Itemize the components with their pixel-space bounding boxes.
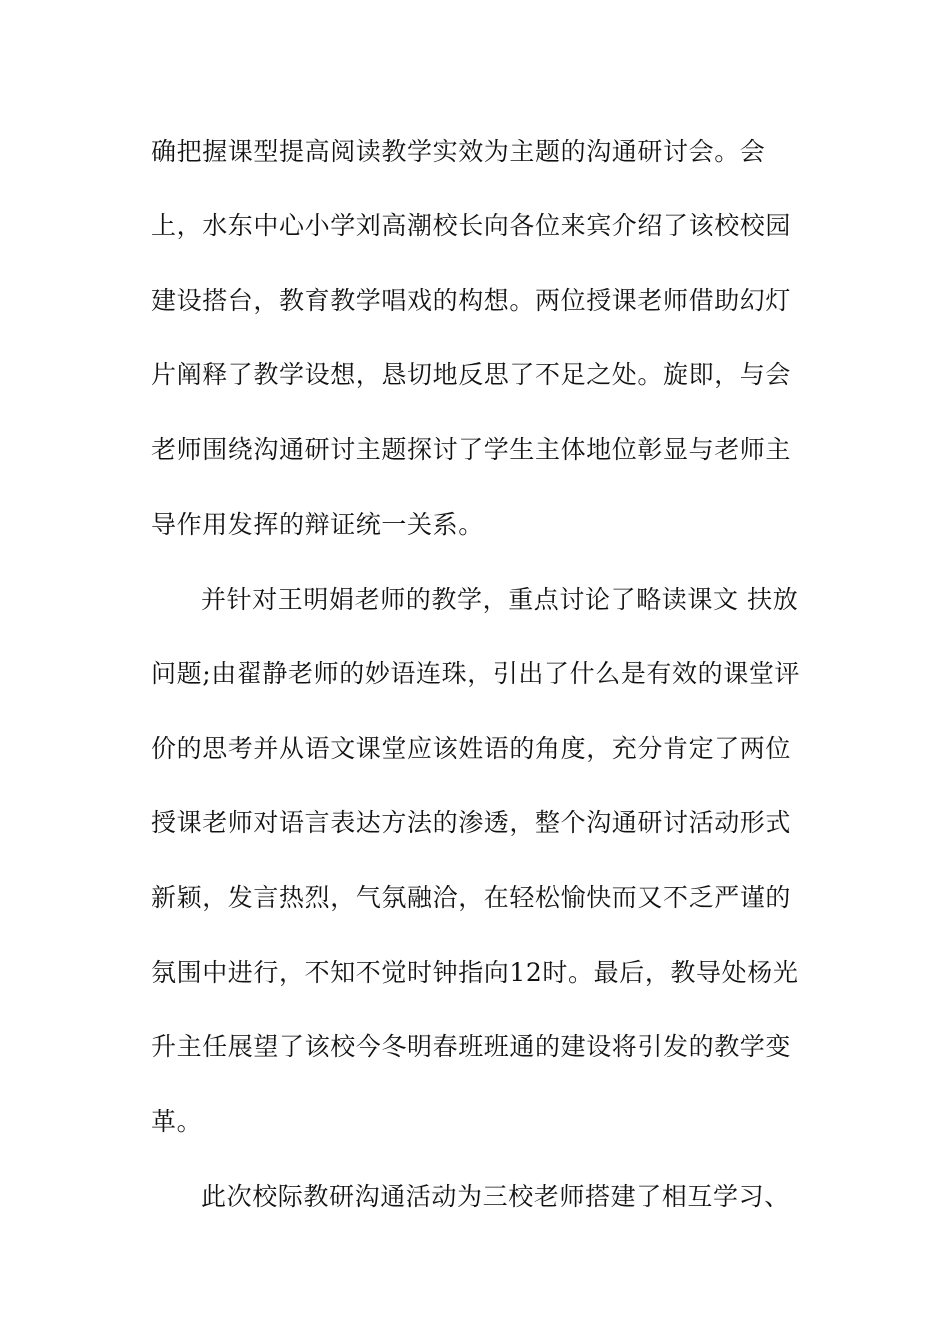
text-line-1: 确把握课型提高阅读教学实效为主题的沟通研讨会。会 bbox=[151, 137, 766, 166]
text-line-4: 片阐释了教学设想，恳切地反思了不足之处。旋即，与会 bbox=[151, 360, 792, 389]
text-line-6: 导作用发挥的辩证统一关系。 bbox=[151, 510, 484, 539]
text-line-12: 氛围中进行，不知不觉时钟指向12时。最后，教导处杨光 bbox=[151, 958, 799, 987]
text-line-9: 价的思考并从语文课堂应该姓语的角度，充分肯定了两位 bbox=[151, 734, 792, 763]
text-line-14: 革。 bbox=[151, 1107, 203, 1136]
text-line-2: 上，水东中心小学刘高潮校长向各位来宾介绍了该校校园 bbox=[151, 211, 792, 240]
text-line-10: 授课老师对语言表达方法的渗透，整个沟通研讨活动形式 bbox=[151, 808, 792, 837]
text-line-11: 新颖，发言热烈，气氛融洽，在轻松愉快而又不乏严谨的 bbox=[151, 883, 792, 912]
text-line-7: 并针对王明娟老师的教学，重点讨论了略读课文 扶放 bbox=[201, 585, 799, 614]
text-line-3: 建设搭台，教育教学唱戏的构想。两位授课老师借助幻灯 bbox=[151, 286, 792, 315]
text-line-15: 此次校际教研沟通活动为三校老师搭建了相互学习、 bbox=[201, 1182, 790, 1211]
text-line-8: 问题;由翟静老师的妙语连珠，引出了什么是有效的课堂评 bbox=[151, 659, 801, 688]
text-line-13: 升主任展望了该校今冬明春班班通的建设将引发的教学变 bbox=[151, 1032, 792, 1061]
text-line-5: 老师围绕沟通研讨主题探讨了学生主体地位彰显与老师主 bbox=[151, 435, 792, 464]
